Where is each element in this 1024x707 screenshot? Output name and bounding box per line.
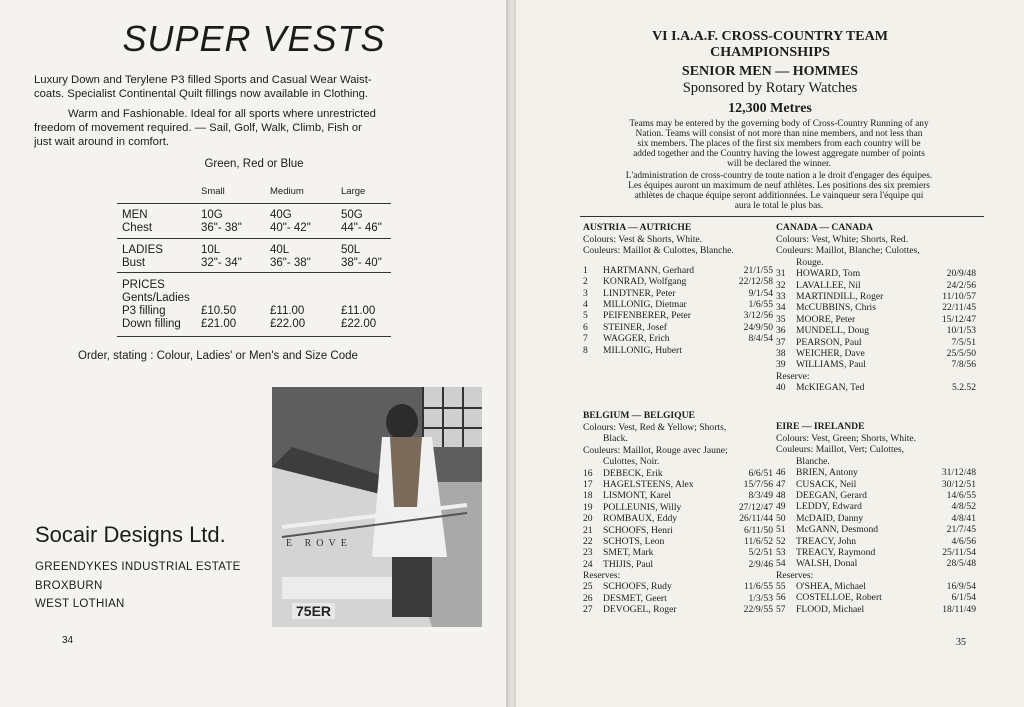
birth-date: 22/9/55 bbox=[743, 604, 773, 616]
text-line: freedom of movement required. — Sail, Golf, Walk, Climb, Fish or bbox=[34, 122, 362, 134]
race-distance: 12,300 Metres bbox=[728, 101, 812, 116]
text-line: will be declared the winner. bbox=[727, 159, 831, 169]
athlete-row bbox=[583, 490, 773, 501]
team-couleurs-cont: Rouge. bbox=[796, 256, 824, 268]
athlete-name: BRIEN, Antony bbox=[796, 467, 858, 479]
address-line-1: GREENDYKES INDUSTRIAL ESTATE bbox=[35, 561, 241, 573]
birth-date: 26/11/44 bbox=[739, 513, 773, 525]
bib-number: 31 bbox=[776, 268, 786, 280]
athlete-row bbox=[776, 302, 976, 313]
athlete-name: SMET, Mark bbox=[603, 547, 654, 559]
birth-date: 1/3/53 bbox=[748, 592, 773, 604]
athlete-row bbox=[583, 276, 773, 287]
athlete-name: DEEGAN, Gerard bbox=[796, 489, 867, 501]
bib-number: 52 bbox=[776, 535, 786, 547]
size-code: 10L bbox=[201, 244, 221, 256]
athlete-row bbox=[776, 337, 976, 348]
athlete-name: POLLEUNIS, Willy bbox=[603, 501, 682, 513]
athlete-name: SCHOTS, Leon bbox=[603, 535, 665, 547]
athlete-row bbox=[776, 592, 976, 603]
athlete-name: McDAID, Danny bbox=[796, 512, 864, 524]
text-line: Teams may be entered by the governing body of Cross-Country Running of any bbox=[629, 119, 929, 129]
bib-number: 50 bbox=[776, 512, 786, 524]
athlete-row bbox=[776, 513, 976, 524]
bib-number: 6 bbox=[583, 321, 588, 333]
bib-number: 22 bbox=[583, 535, 593, 547]
birth-date: 24/2/56 bbox=[946, 279, 976, 291]
bib-number: 3 bbox=[583, 287, 588, 299]
men-heading: MEN bbox=[122, 209, 148, 221]
price: £22.00 bbox=[270, 318, 306, 330]
p3-label: P3 filling bbox=[122, 305, 166, 317]
athlete-row bbox=[583, 547, 773, 558]
bib-number: 18 bbox=[583, 490, 593, 502]
team-name: AUSTRIA — AUTRICHE bbox=[583, 222, 692, 233]
birth-date: 30/12/51 bbox=[941, 478, 976, 490]
team-colours: Colours: Vest, Green; Shorts, White. bbox=[776, 433, 917, 444]
athlete-name: THIJIS, Paul bbox=[603, 558, 654, 570]
athlete-name: MUNDELL, Doug bbox=[796, 325, 870, 337]
athlete-row bbox=[776, 581, 976, 592]
athlete-name: SCHOOFS, Henri bbox=[603, 524, 673, 536]
athlete-row bbox=[583, 559, 773, 570]
men-small bbox=[201, 209, 242, 235]
birth-date: 15/12/47 bbox=[941, 313, 976, 325]
athlete-row bbox=[583, 322, 773, 333]
bib-number: 34 bbox=[776, 302, 786, 314]
birth-date: 18/11/49 bbox=[942, 603, 976, 615]
page-number-right: 35 bbox=[956, 637, 966, 648]
bib-number: 8 bbox=[583, 344, 588, 356]
birth-date: 22/12/58 bbox=[738, 276, 773, 288]
text-line: L'administration de cross-country de toute nation a le droit d'engager des équipes. bbox=[625, 171, 933, 181]
athlete-row bbox=[776, 325, 976, 336]
table-rule bbox=[117, 203, 391, 204]
athlete-name: WILLIAMS, Paul bbox=[796, 359, 866, 371]
athlete-name: CUSACK, Neil bbox=[796, 478, 857, 490]
bib-number: 1 bbox=[583, 264, 588, 276]
athlete-name: SCHOOFS, Rudy bbox=[603, 581, 672, 593]
bib-number: 48 bbox=[776, 489, 786, 501]
athlete-row bbox=[776, 359, 976, 370]
bib-number: 32 bbox=[776, 279, 786, 291]
athlete-name: COSTELLOE, Robert bbox=[796, 592, 882, 604]
birth-date: 24/9/50 bbox=[743, 321, 773, 333]
birth-date: 7/5/51 bbox=[951, 336, 976, 348]
prices-large bbox=[341, 305, 376, 331]
birth-date: 11/6/55 bbox=[744, 581, 773, 593]
athlete-row bbox=[776, 501, 976, 512]
birth-date: 6/11/50 bbox=[744, 524, 773, 536]
reserve-label: Reserves: bbox=[583, 570, 621, 582]
text-line: added together and the Country having the lowest aggregate number of points bbox=[633, 149, 925, 159]
athlete-row bbox=[776, 382, 976, 393]
bib-number: 56 bbox=[776, 592, 786, 604]
reserve-label: Reserves: bbox=[776, 569, 814, 581]
page-number-left: 34 bbox=[62, 635, 74, 646]
athlete-row bbox=[583, 288, 773, 299]
birth-date: 5.2.52 bbox=[952, 382, 976, 394]
address-line-2: BROXBURN bbox=[35, 580, 103, 592]
athlete-row bbox=[583, 581, 773, 592]
team-couleurs-cont: Culottes, Noir. bbox=[603, 456, 660, 468]
ladies-heading: LADIES bbox=[122, 244, 163, 256]
athlete-row bbox=[776, 280, 976, 291]
birth-date: 4/6/56 bbox=[951, 535, 976, 547]
down-label: Down filling bbox=[122, 318, 181, 330]
bib-number: 37 bbox=[776, 336, 786, 348]
birth-date: 1/6/55 bbox=[748, 298, 773, 310]
team-couleurs: Couleurs: Maillot & Culottes, Blanche. bbox=[583, 245, 734, 257]
athlete-name: TREACY, Raymond bbox=[796, 546, 876, 558]
birth-date: 28/5/48 bbox=[946, 558, 976, 570]
athlete-row bbox=[776, 314, 976, 325]
sponsor-line: Sponsored by Rotary Watches bbox=[682, 80, 858, 96]
size-code: 10G bbox=[201, 209, 223, 221]
bib-number: 39 bbox=[776, 359, 786, 371]
rules-french bbox=[582, 171, 976, 211]
birth-date: 25/5/50 bbox=[946, 347, 976, 359]
birth-date: 8/4/54 bbox=[748, 333, 773, 345]
ladies-label bbox=[122, 244, 163, 270]
bib-number: 47 bbox=[776, 478, 786, 490]
athlete-row bbox=[583, 525, 773, 536]
text-line: Luxury Down and Terylene P3 filled Sports and Casual Wear Waist- bbox=[34, 74, 372, 86]
size-code: 50L bbox=[341, 244, 361, 256]
athlete-name: KONRAD, Wolfgang bbox=[603, 276, 687, 288]
team-couleurs: Couleurs: Maillot, Blanche; Culottes, bbox=[776, 245, 920, 257]
men-large bbox=[341, 209, 382, 235]
men-label bbox=[122, 209, 152, 235]
athlete-name: McGANN, Desmond bbox=[796, 524, 879, 536]
athlete-row bbox=[776, 490, 976, 501]
size-code: 40G bbox=[270, 209, 292, 221]
team-canada bbox=[776, 222, 976, 393]
bib-number: 36 bbox=[776, 325, 786, 337]
bib-number: 16 bbox=[583, 467, 593, 479]
athlete-name: MILLONIG, Dietmar bbox=[603, 298, 687, 310]
bust-range: 38"- 40" bbox=[341, 257, 382, 269]
chest-range: 36"- 38" bbox=[201, 222, 242, 234]
athlete-row bbox=[583, 265, 773, 276]
table-rule bbox=[117, 272, 391, 273]
rules-english bbox=[582, 119, 976, 169]
bib-number: 7 bbox=[583, 333, 588, 345]
championship-title-2: CHAMPIONSHIPS bbox=[710, 45, 830, 60]
athlete-row bbox=[583, 333, 773, 344]
section-rule bbox=[580, 216, 984, 217]
athlete-name: McCUBBINS, Chris bbox=[796, 302, 876, 314]
advert-paragraph-2 bbox=[34, 107, 376, 149]
advert-paragraph-1 bbox=[34, 73, 372, 101]
left-page bbox=[0, 0, 508, 707]
athlete-row bbox=[583, 604, 773, 615]
birth-date: 6/6/51 bbox=[748, 467, 773, 479]
bib-number: 21 bbox=[583, 524, 593, 536]
athlete-row bbox=[776, 536, 976, 547]
birth-date: 7/8/56 bbox=[951, 359, 976, 371]
birth-date: 22/11/45 bbox=[942, 302, 976, 314]
advert-photo bbox=[272, 387, 482, 627]
gents-ladies-heading: Gents/Ladies bbox=[122, 292, 190, 304]
athlete-row bbox=[776, 291, 976, 302]
athlete-name: WALSH, Donal bbox=[796, 558, 858, 570]
car-badge-text: E ROVE bbox=[286, 538, 352, 549]
athlete-name: ROMBAUX, Eddy bbox=[603, 513, 678, 525]
team-name: EIRE — IRELANDE bbox=[776, 421, 865, 432]
size-code: 40L bbox=[270, 244, 290, 256]
bib-number: 4 bbox=[583, 298, 588, 310]
athlete-row bbox=[776, 348, 976, 359]
bib-number: 33 bbox=[776, 290, 786, 302]
athlete-row bbox=[583, 593, 773, 604]
birth-date: 31/12/48 bbox=[941, 467, 976, 479]
athlete-name: HARTMANN, Gerhard bbox=[603, 264, 695, 276]
prices-label bbox=[122, 279, 190, 331]
table-rule bbox=[117, 336, 391, 337]
bib-number: 54 bbox=[776, 558, 786, 570]
bust-heading: Bust bbox=[122, 257, 146, 269]
chest-range: 44"- 46" bbox=[341, 222, 382, 234]
prices-heading: PRICES bbox=[122, 279, 165, 291]
bust-range: 36"- 38" bbox=[270, 257, 311, 269]
birth-date: 8/3/49 bbox=[748, 490, 773, 502]
birth-date: 5/2/51 bbox=[748, 547, 773, 559]
bib-number: 27 bbox=[583, 604, 593, 616]
text-line: six members. The places of the first six members from each country will be bbox=[637, 139, 921, 149]
athlete-name: MILLONIG, Hubert bbox=[603, 344, 682, 356]
birth-date: 9/1/54 bbox=[748, 287, 773, 299]
team-eire bbox=[776, 421, 976, 615]
athlete-row bbox=[583, 479, 773, 490]
price: £11.00 bbox=[341, 305, 376, 317]
birth-date: 11/10/57 bbox=[942, 290, 976, 302]
athlete-row bbox=[583, 310, 773, 321]
bib-number: 40 bbox=[776, 382, 786, 394]
colour-options: Green, Red or Blue bbox=[204, 158, 304, 170]
athlete-name: MARTINDILL, Roger bbox=[796, 290, 884, 302]
bib-number: 35 bbox=[776, 313, 786, 325]
birth-date: 4/8/41 bbox=[951, 512, 976, 524]
athlete-name: LINDTNER, Peter bbox=[603, 287, 676, 299]
bib-number: 5 bbox=[583, 310, 588, 322]
team-name: CANADA — CANADA bbox=[776, 222, 874, 233]
team-colours: Colours: Vest, White; Shorts, Red. bbox=[776, 234, 909, 245]
price: £10.50 bbox=[201, 305, 237, 317]
athlete-row bbox=[583, 513, 773, 524]
team-couleurs: Couleurs: Maillot, Vert; Culottes, bbox=[776, 444, 905, 456]
team-name: BELGIUM — BELGIQUE bbox=[583, 410, 695, 421]
athlete-name: LEDDY, Edward bbox=[796, 501, 862, 513]
athlete-row bbox=[776, 268, 976, 279]
prices-medium bbox=[270, 305, 305, 331]
athlete-name: WEICHER, Dave bbox=[796, 347, 865, 359]
bib-number: 55 bbox=[776, 581, 786, 593]
price: £22.00 bbox=[341, 318, 377, 330]
birth-date: 15/7/56 bbox=[743, 478, 773, 490]
athlete-row bbox=[583, 502, 773, 513]
athlete-name: DEVOGEL, Roger bbox=[603, 604, 677, 616]
text-line: athlètes de chaque équipe seront additionnées. Le vainqueur sera l'équipe qui bbox=[634, 191, 924, 201]
athlete-name: HOWARD, Tom bbox=[796, 268, 861, 280]
athlete-name: FLOOD, Michael bbox=[796, 603, 865, 615]
text-line: Warm and Fashionable. Ideal for all sports where unrestricted bbox=[68, 108, 376, 120]
reserve-label: Reserve: bbox=[776, 370, 810, 382]
birth-date: 4/8/52 bbox=[951, 501, 976, 513]
team-colours: Colours: Vest & Shorts, White. bbox=[583, 234, 703, 245]
bib-number: 2 bbox=[583, 276, 588, 288]
text-line: aura le total le plus bas. bbox=[734, 201, 824, 211]
athlete-name: DESMET, Geert bbox=[603, 592, 667, 604]
price: £11.00 bbox=[270, 305, 305, 317]
athlete-row bbox=[776, 479, 976, 490]
athlete-row bbox=[776, 547, 976, 558]
team-colours: Colours: Vest, Red & Yellow; Shorts, bbox=[583, 422, 727, 433]
athlete-row bbox=[776, 524, 976, 535]
bib-number: 53 bbox=[776, 546, 786, 558]
athlete-name: HAGELSTEENS, Alex bbox=[603, 478, 694, 490]
birth-date: 6/1/54 bbox=[951, 592, 976, 604]
bib-number: 46 bbox=[776, 467, 786, 479]
advert-title: SUPER VESTS bbox=[122, 18, 386, 59]
birth-date: 16/9/54 bbox=[946, 581, 976, 593]
bib-number: 23 bbox=[583, 547, 593, 559]
chest-range: 40"- 42" bbox=[270, 222, 311, 234]
team-austria bbox=[583, 222, 773, 356]
team-colours-cont: Black. bbox=[603, 433, 628, 445]
ladies-small bbox=[201, 244, 242, 270]
photo-image bbox=[272, 387, 482, 627]
athlete-name: LAVALLEE, Nil bbox=[796, 279, 861, 291]
size-header-small: Small bbox=[201, 186, 225, 197]
athlete-name: McKIEGAN, Ted bbox=[796, 382, 865, 394]
team-belgium bbox=[583, 410, 773, 616]
birth-date: 3/12/56 bbox=[743, 310, 773, 322]
championship-title-1: VI I.A.A.F. CROSS-COUNTRY TEAM bbox=[652, 29, 888, 44]
order-instructions: Order, stating : Colour, Ladies' or Men's and Size Code bbox=[78, 350, 358, 362]
athlete-name: PEARSON, Paul bbox=[796, 336, 862, 348]
table-rule bbox=[117, 238, 391, 239]
ladies-medium bbox=[270, 244, 311, 270]
athlete-name: DEBECK, Erik bbox=[603, 467, 663, 479]
athlete-row bbox=[776, 558, 976, 569]
bib-number: 57 bbox=[776, 603, 786, 615]
team-couleurs-cont: Blanche. bbox=[796, 455, 830, 467]
athlete-name: STEINER, Josef bbox=[603, 321, 667, 333]
address-line-3: WEST LOTHIAN bbox=[35, 598, 125, 610]
bib-number: 51 bbox=[776, 524, 786, 536]
birth-date: 10/1/53 bbox=[946, 325, 976, 337]
price: £21.00 bbox=[201, 318, 237, 330]
athlete-row bbox=[776, 604, 976, 615]
bust-range: 32"- 34" bbox=[201, 257, 242, 269]
bib-number: 20 bbox=[583, 513, 593, 525]
athlete-name: MOORE, Peter bbox=[796, 313, 856, 325]
bib-number: 24 bbox=[583, 558, 593, 570]
size-header-large: Large bbox=[341, 186, 366, 197]
athlete-row bbox=[583, 299, 773, 310]
men-medium bbox=[270, 209, 311, 235]
birth-date: 11/6/52 bbox=[744, 535, 773, 547]
athlete-name: TREACY, John bbox=[796, 535, 857, 547]
birth-date: 25/11/54 bbox=[942, 546, 976, 558]
prices-small bbox=[201, 305, 236, 331]
company-name: Socair Designs Ltd. bbox=[35, 522, 226, 547]
bib-number: 19 bbox=[583, 501, 593, 513]
chest-heading: Chest bbox=[122, 222, 153, 234]
bib-number: 17 bbox=[583, 478, 593, 490]
athlete-name: O'SHEA, Michael bbox=[796, 581, 866, 593]
athlete-name: PEIFENBERER, Peter bbox=[603, 310, 691, 322]
car-number-plate: 75ER bbox=[292, 603, 335, 619]
race-category: SENIOR MEN — HOMMES bbox=[681, 64, 859, 79]
birth-date: 21/7/45 bbox=[946, 524, 976, 536]
athlete-row bbox=[583, 468, 773, 479]
athlete-row bbox=[583, 345, 773, 356]
size-header-medium: Medium bbox=[270, 186, 304, 197]
birth-date: 14/6/55 bbox=[946, 489, 976, 501]
bib-number: 38 bbox=[776, 347, 786, 359]
athlete-name: LISMONT, Karel bbox=[603, 490, 672, 502]
text-line: just wait around in comfort. bbox=[34, 136, 169, 148]
text-line: Nation. Teams will consist of not more than nine members, and not less than bbox=[635, 129, 923, 139]
birth-date: 20/9/48 bbox=[946, 268, 976, 280]
birth-date: 2/9/46 bbox=[748, 558, 773, 570]
athlete-name: WAGGER, Erich bbox=[603, 333, 670, 345]
bib-number: 26 bbox=[583, 592, 593, 604]
text-line: coats. Specialist Continental Quilt fillings now available in Clothing. bbox=[34, 88, 369, 100]
bib-number: 49 bbox=[776, 501, 786, 513]
birth-date: 27/12/47 bbox=[738, 501, 773, 513]
right-page bbox=[516, 0, 1024, 707]
birth-date: 21/1/55 bbox=[743, 264, 773, 276]
athlete-row bbox=[583, 536, 773, 547]
athlete-row bbox=[776, 467, 976, 478]
team-couleurs: Couleurs: Maillot, Rouge avec Jaune; bbox=[583, 444, 728, 456]
size-code: 50G bbox=[341, 209, 363, 221]
text-line: Les équipes auront un maximum de neuf athlètes. Les positions des six premiers bbox=[628, 181, 930, 191]
ladies-large bbox=[341, 244, 382, 270]
bib-number: 25 bbox=[583, 581, 593, 593]
